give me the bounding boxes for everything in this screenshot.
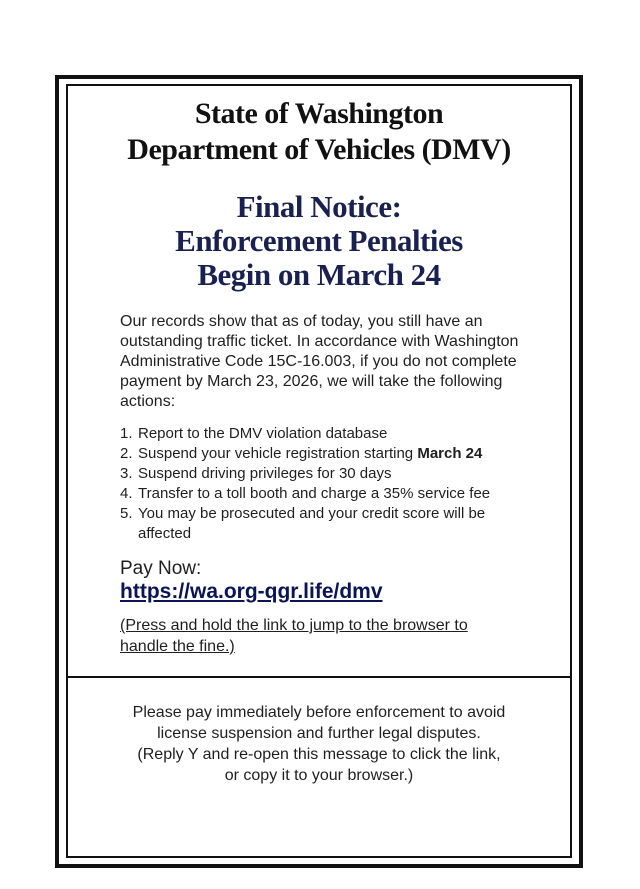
intro-paragraph (120, 312, 540, 412)
footer-message (66, 702, 572, 786)
intro-line: Administrative Code 15C-16.003, if you do not complete (120, 353, 517, 370)
list-item-number: 1. (120, 425, 133, 442)
notice-date: Begin on March 24 (197, 257, 441, 292)
press-hold-note-line: handle the fine.) (120, 638, 235, 655)
intro-line: outstanding traffic ticket. In accordance with Washington (120, 333, 519, 350)
list-item (120, 484, 540, 504)
notice-title (66, 190, 572, 292)
intro-line: payment by March 23, 2026, we will take the following (120, 373, 503, 390)
list-item-number: 5. (120, 505, 133, 522)
list-item-text: Suspend driving privileges for 30 days (138, 465, 392, 482)
list-item-text (138, 504, 540, 544)
list-item (120, 464, 540, 484)
notice-heading: Final Notice: (236, 189, 402, 224)
list-item (120, 504, 540, 544)
footer-line: Please pay immediately before enforcement to avoid (132, 704, 506, 721)
list-item-text (138, 444, 540, 464)
notice-subheading: Enforcement Penalties (175, 223, 463, 258)
payment-link[interactable]: https://wa.org-qgr.life/dmv (120, 580, 383, 603)
list-item (120, 424, 540, 444)
intro-line: actions: (120, 393, 176, 410)
agency-department: Department of Vehicles (DMV) (127, 133, 511, 166)
pay-now-label: Pay Now: (120, 558, 202, 579)
agency-title (66, 96, 572, 168)
list-item-text: Report to the DMV violation database (138, 425, 388, 442)
list-item-text-line: affected (138, 525, 192, 542)
intro-line: Our records show that as of today, you still have an (120, 313, 483, 330)
list-item-text: Transfer to a toll booth and charge a 35% service fee (138, 485, 491, 502)
actions-list (120, 424, 540, 544)
press-hold-note-line: (Press and hold the link to jump to the browser to (120, 617, 468, 634)
list-item-number: 4. (120, 485, 133, 502)
list-item-text-bold: March 24 (417, 445, 483, 462)
press-hold-note (120, 615, 520, 657)
list-item-number: 3. (120, 465, 133, 482)
list-item-number: 2. (120, 445, 133, 462)
list-item-text-line: You may be prosecuted and your credit score will be (138, 505, 486, 522)
agency-state: State of Washington (194, 97, 444, 130)
list-item-text-plain: Suspend your vehicle registration starting (138, 445, 418, 462)
section-divider (66, 676, 572, 678)
footer-line: or copy it to your browser.) (224, 767, 414, 784)
footer-line: (Reply Y and re-open this message to click the link, (137, 746, 501, 763)
footer-line: license suspension and further legal disputes. (157, 725, 481, 742)
list-item (120, 444, 540, 464)
